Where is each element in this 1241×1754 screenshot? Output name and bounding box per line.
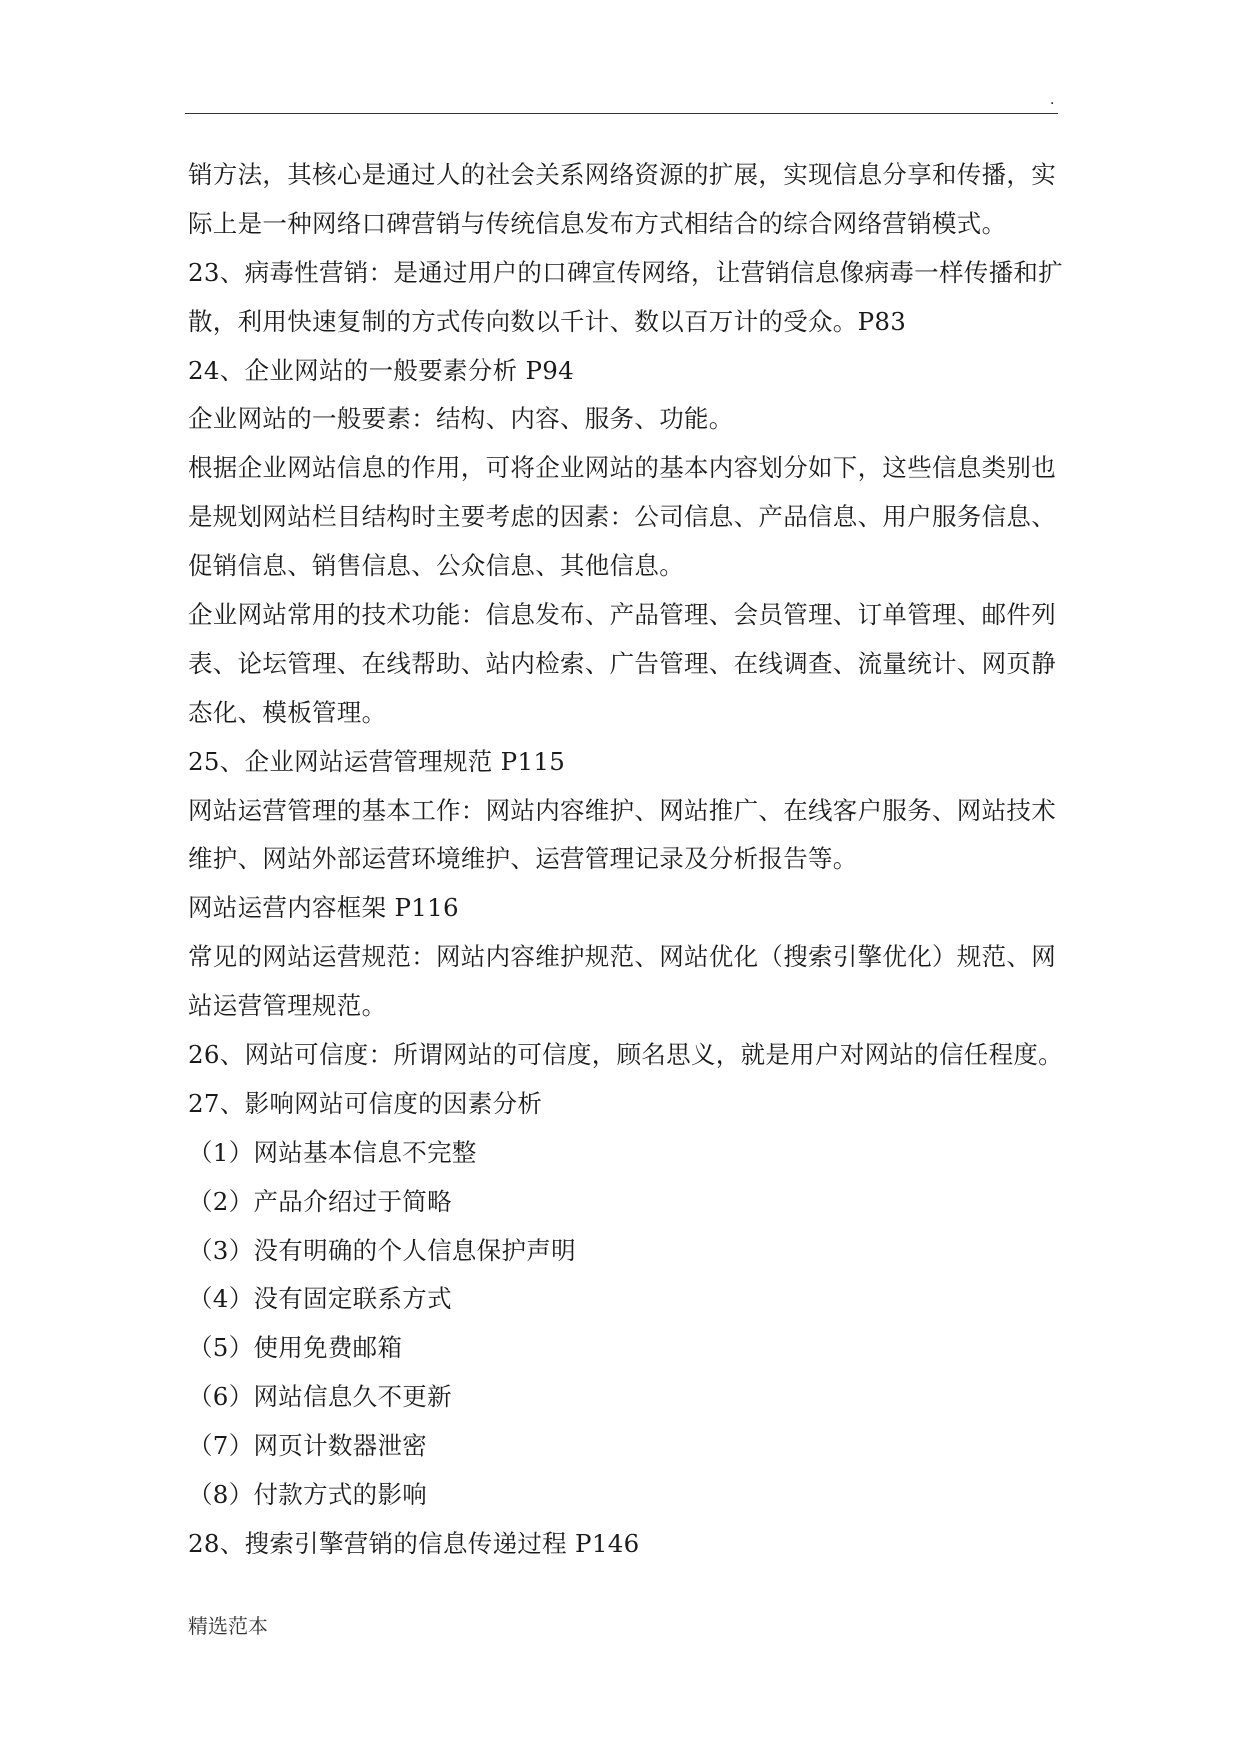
text-line: 企业网站的一般要素：结构、内容、服务、功能。 bbox=[188, 404, 734, 434]
list-item: （3）没有明确的个人信息保护声明 bbox=[188, 1235, 576, 1265]
text-line: 表、论坛管理、在线帮助、站内检索、广告管理、在线调查、流量统计、网页静 bbox=[188, 648, 1056, 678]
list-item: （6）网站信息久不更新 bbox=[188, 1382, 452, 1412]
text-line: 际上是一种网络口碑营销与传统信息发布方式相结合的综合网络营销模式。 bbox=[188, 208, 1007, 238]
text-line: 企业网站常用的技术功能：信息发布、产品管理、会员管理、订单管理、邮件列 bbox=[188, 600, 1056, 630]
section-heading: 25、企业网站运营管理规范 P115 bbox=[188, 746, 566, 776]
list-item: （2）产品介绍过于简略 bbox=[188, 1186, 452, 1216]
subheading: 网站运营内容框架 P116 bbox=[188, 893, 459, 923]
section-heading: 27、影响网站可信度的因素分析 bbox=[188, 1088, 543, 1118]
text-line: 促销信息、销售信息、公众信息、其他信息。 bbox=[188, 551, 684, 581]
header-rule bbox=[185, 113, 1058, 114]
text-line: 网站运营管理的基本工作：网站内容维护、网站推广、在线客户服务、网站技术 bbox=[188, 795, 1056, 825]
text-line: 销方法，其核心是通过人的社会关系网络资源的扩展，实现信息分享和传播，实 bbox=[188, 160, 1056, 189]
list-item: （4）没有固定联系方式 bbox=[188, 1284, 452, 1314]
document-body bbox=[188, 151, 1068, 1569]
list-item: （7）网页计数器泄密 bbox=[188, 1431, 428, 1461]
text-line: 根据企业网站信息的作用，可将企业网站的基本内容划分如下，这些信息类别也 bbox=[188, 453, 1056, 483]
section-heading: 28、搜索引擎营销的信息传递过程 P146 bbox=[188, 1528, 640, 1558]
section-heading: 23、病毒性营销：是通过用户的口碑宣传网络，让营销信息像病毒一样传播和扩 bbox=[188, 257, 1063, 287]
text-line: 是规划网站栏目结构时主要考虑的因素：公司信息、产品信息、用户服务信息、 bbox=[188, 502, 1056, 532]
section-heading: 26、网站可信度：所谓网站的可信度，顾名思义，就是用户对网站的信任程度。 bbox=[188, 1040, 1063, 1070]
header-mark: . bbox=[1050, 92, 1055, 108]
text-line: 常见的网站运营规范：网站内容维护规范、网站优化（搜索引擎优化）规范、网 bbox=[188, 942, 1056, 972]
text-line: 散，利用快速复制的方式传向数以千计、数以百万计的受众。P83 bbox=[188, 306, 907, 336]
section-heading: 24、企业网站的一般要素分析 P94 bbox=[188, 355, 575, 385]
text-line: 站运营管理规范。 bbox=[188, 991, 387, 1021]
footer-label: 精选范本 bbox=[188, 1614, 268, 1638]
text-line: 态化、模板管理。 bbox=[188, 697, 387, 727]
list-item: （5）使用免费邮箱 bbox=[188, 1333, 403, 1363]
list-item: （1）网站基本信息不完整 bbox=[188, 1137, 477, 1167]
list-item: （8）付款方式的影响 bbox=[188, 1480, 428, 1510]
text-line: 维护、网站外部运营环境维护、运营管理记录及分析报告等。 bbox=[188, 844, 858, 874]
